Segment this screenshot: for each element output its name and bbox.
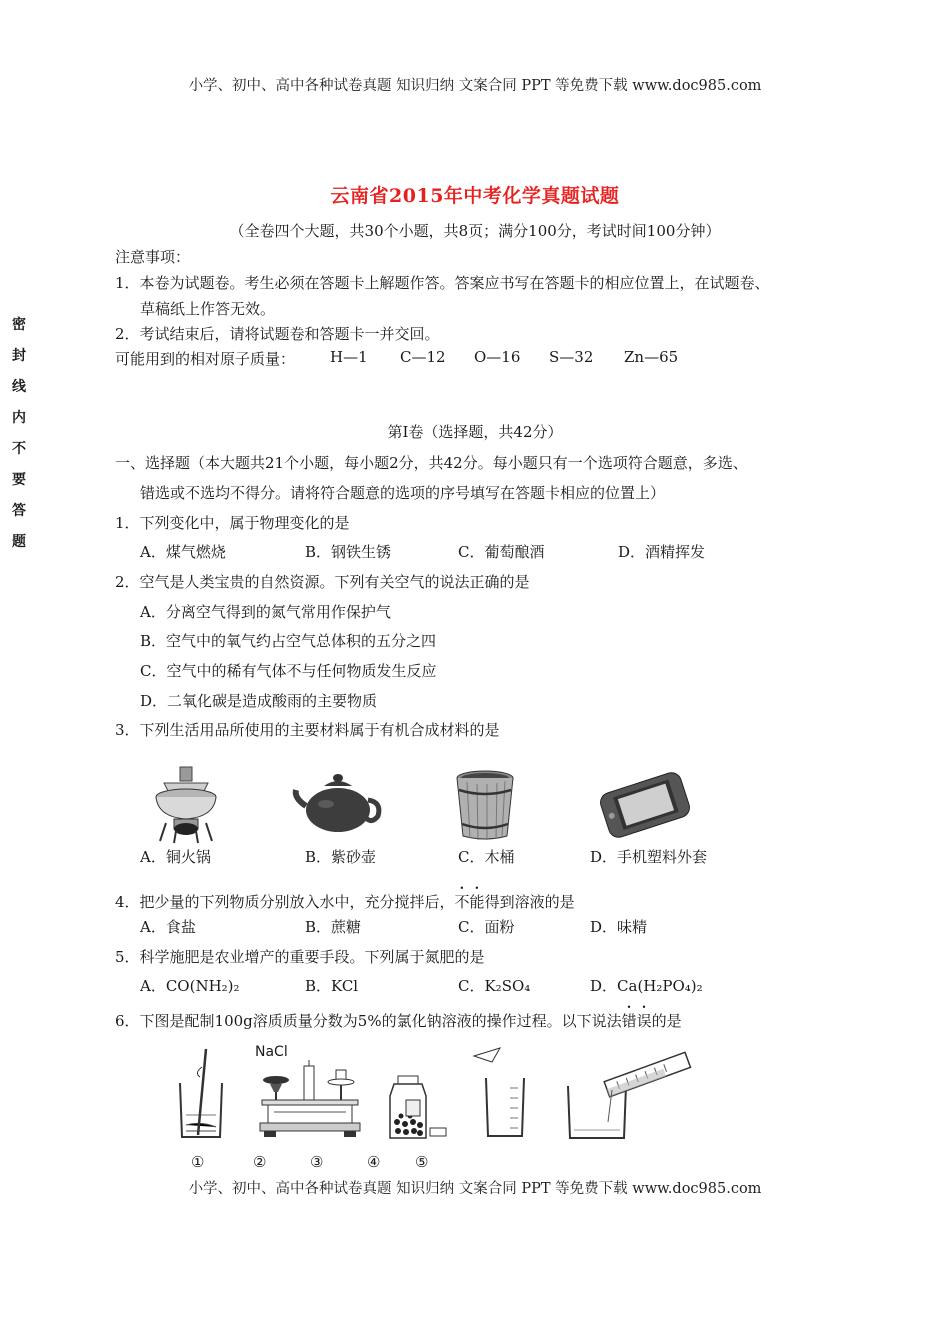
phone-case-image xyxy=(597,770,693,840)
nacl-label: NaCl xyxy=(255,1044,288,1060)
q4-option-d: D．味精 xyxy=(590,918,648,936)
atomic-mass-c: C—12 xyxy=(400,348,446,366)
q1-option-c: C．葡萄酿酒 xyxy=(458,543,545,561)
q5-option-b: B．KCl xyxy=(305,977,359,995)
copper-hotpot-image xyxy=(146,765,226,845)
atomic-mass-o: O—16 xyxy=(474,348,521,366)
emphasis-not: 不能 xyxy=(454,893,485,911)
stirring-beaker-diagram xyxy=(176,1045,226,1140)
page-header: 小学、初中、高中各种试卷真题 知识归纳 文案合同 PPT 等免费下载 www.doc985.com xyxy=(188,78,762,94)
q4-option-c: C．面粉 xyxy=(458,918,515,936)
page-title: 云南省2015年中考化学真题试题 xyxy=(330,185,620,207)
q2-option-b: B．空气中的氧气约占空气总体积的五分之四 xyxy=(140,632,437,650)
q5-option-c: C．K₂SO₄ xyxy=(458,977,531,995)
atomic-mass-h: H—1 xyxy=(330,348,368,366)
q3-option-a: A．铜火锅 xyxy=(140,848,211,866)
q2-option-c: C．空气中的稀有气体不与任何物质发生反应 xyxy=(140,662,437,680)
exam-info: （全卷四个大题，共30个小题，共8页；满分100分，考试时间100分钟） xyxy=(229,222,721,240)
atomic-mass-s: S—32 xyxy=(549,348,594,366)
question-1: 1．下列变化中，属于物理变化的是 xyxy=(115,514,350,532)
note-2: 2．考试结束后，请将试题卷和答题卡一并交回。 xyxy=(115,325,440,343)
note-1-cont: 草稿纸上作答无效。 xyxy=(140,300,276,318)
question-3: 3．下列生活用品所使用的主要材料属于有机合成材料的是 xyxy=(115,721,500,739)
section-intro: 一、选择题（本大题共21个小题，每小题2分，共42分。每小题只有一个选项符合题意，多选、 xyxy=(115,454,748,472)
atomic-mass-label: 可能用到的相对原子质量： xyxy=(115,350,296,368)
q5-option-a: A．CO(NH₂)₂ xyxy=(140,977,240,995)
q1-option-d: D．酒精挥发 xyxy=(618,543,706,561)
step-label-3: ③ xyxy=(310,1153,324,1171)
wooden-bucket-image xyxy=(455,770,515,842)
question-5: 5．科学施肥是农业增产的重要手段。下列属于氮肥的是 xyxy=(115,948,485,966)
reagent-bottle-diagram xyxy=(386,1076,448,1142)
q3-option-b: B．紫砂壶 xyxy=(305,848,377,866)
q2-option-a: A．分离空气得到的氮气常用作保护气 xyxy=(140,603,391,621)
pour-solid-diagram xyxy=(470,1048,530,1140)
question-4: 4．把少量的下列物质分别放入水中，充分搅拌后，不能得到溶液的是 xyxy=(115,893,575,911)
q3-option-d: D．手机塑料外套 xyxy=(590,848,708,866)
atomic-mass-zn: Zn—65 xyxy=(624,348,679,366)
notes-heading: 注意事项： xyxy=(115,248,191,266)
step-label-2: ② xyxy=(253,1153,267,1171)
seal-line-label: 密 封 线 内 不 要 答 题 xyxy=(12,317,26,550)
question-6: 6．下图是配制100g溶质质量分数为5%的氯化钠溶液的操作过程。以下说法错误的是 xyxy=(115,1012,682,1030)
emphasis-wrong: 错误 xyxy=(621,1012,652,1030)
q5-option-d: D．Ca(H₂PO₄)₂ xyxy=(590,977,703,995)
q3-option-c: C．木桶 xyxy=(458,848,515,866)
clay-teapot-image xyxy=(292,768,382,838)
note-1: 1．本卷为试题卷。考生必须在答题卡上解题作答。答案应书写在答题卡的相应位置上，在试题卷、 xyxy=(115,274,770,292)
page-footer: 小学、初中、高中各种试卷真题 知识归纳 文案合同 PPT 等免费下载 www.doc985.com xyxy=(188,1181,762,1197)
q1-option-a: A．煤气燃烧 xyxy=(140,543,226,561)
part1-title: 第Ⅰ卷（选择题，共42分） xyxy=(387,423,563,441)
balance-diagram xyxy=(258,1060,363,1142)
section-intro-cont: 错选或不选均不得分。请将符合题意的选项的序号填写在答题卡相应的位置上） xyxy=(140,484,666,502)
step-label-1: ① xyxy=(191,1153,205,1171)
q4-option-b: B．蔗糖 xyxy=(305,918,362,936)
pour-water-diagram xyxy=(564,1050,694,1142)
question-2: 2．空气是人类宝贵的自然资源。下列有关空气的说法正确的是 xyxy=(115,573,530,591)
step-label-5: ⑤ xyxy=(415,1153,429,1171)
q2-option-d: D．二氧化碳是造成酸雨的主要物质 xyxy=(140,692,378,710)
step-label-4: ④ xyxy=(367,1153,381,1171)
q1-option-b: B．钢铁生锈 xyxy=(305,543,392,561)
q4-option-a: A．食盐 xyxy=(140,918,196,936)
